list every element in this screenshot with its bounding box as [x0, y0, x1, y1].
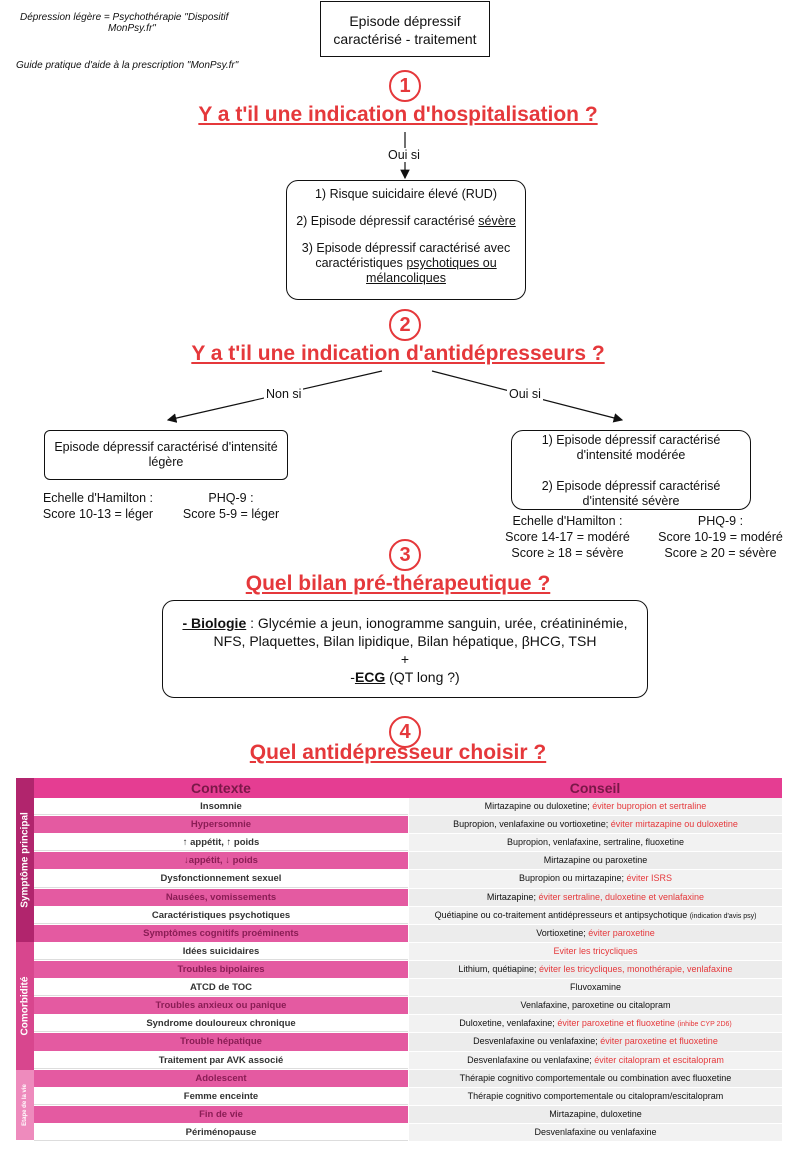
box-line: d'intensité sévère: [582, 494, 680, 508]
moderate-severe-box: [511, 430, 751, 510]
conseil-text: Lithium, quétiapine;: [458, 963, 539, 974]
table-row: [34, 1070, 782, 1088]
biology-text: : Glycémie a jeun, ionogramme sanguin, urée, créatininémie,: [246, 615, 628, 631]
conseil-text: Thérapie cognitivo comportementale ou citalopram/escitalopram: [467, 1090, 724, 1101]
box-line: 2) Episode dépressif caractérisé: [541, 479, 721, 493]
conseil-text: Quétiapine ou co-traitement antidépresseurs et antipsychotique: [434, 909, 690, 920]
conseil-warning: éviter sertraline, duloxetine et venlafaxine: [538, 891, 705, 902]
step-2-question: Y a t'il une indication d'antidépresseurs ?: [191, 342, 605, 365]
score-title: Echelle d'Hamilton :: [42, 491, 154, 505]
biology-line: [163, 614, 647, 632]
score-value: Score 10-13 = léger: [42, 507, 154, 521]
table-row: [34, 943, 782, 961]
score-value: Score ≥ 20 = sévère: [664, 546, 777, 560]
box-line: d'intensité modérée: [576, 448, 686, 462]
conseil-text: Fluvoxamine: [569, 982, 622, 993]
table-row: [34, 997, 782, 1015]
cell-contexte: Troubles bipolaires: [34, 961, 408, 978]
cell-contexte: Trouble hépatique: [34, 1033, 408, 1050]
hamilton-moderate-severe: [495, 513, 640, 561]
non-si-label: Non si: [266, 387, 302, 401]
cell-contexte: ↓appétit, ↓ poids: [34, 852, 408, 869]
score-value: Score 10-19 = modéré: [658, 530, 783, 544]
criterion-1: 1) Risque suicidaire élevé (RUD): [314, 187, 497, 201]
cell-conseil: [408, 852, 782, 869]
conseil-note: (indication d'avis psy): [689, 912, 757, 920]
score-title: PHQ-9 :: [697, 514, 744, 528]
criterion-text: caractéristiques: [315, 256, 407, 270]
oui-si-label: Oui si: [509, 387, 541, 401]
step-3-badge: 3: [389, 539, 421, 571]
cell-conseil: [408, 943, 782, 960]
conseil-warning: Eviter les tricycliques: [553, 945, 638, 956]
conseil-text: Desvenlafaxine ou venlafaxine: [534, 1126, 657, 1137]
conseil-warning: éviter bupropion et sertraline: [592, 801, 707, 811]
conseil-text: Bupropion ou mirtazapine;: [518, 873, 627, 884]
score-value: Score 14-17 = modéré: [505, 530, 630, 544]
score-title: PHQ-9 :: [208, 491, 254, 505]
cell-conseil: [408, 870, 782, 887]
conseil-warning: éviter paroxetine et fluoxetine: [557, 1018, 678, 1029]
criterion-emphasis: mélancoliques: [366, 271, 446, 285]
conseil-warning: éviter les tricycliques, monothérapie, venlafaxine: [538, 963, 733, 974]
cell-contexte: Adolescent: [34, 1070, 408, 1087]
cell-conseil: [408, 997, 782, 1014]
criterion-2: [287, 214, 525, 229]
conseil-text: Duloxetine, venlafaxine;: [459, 1018, 558, 1029]
criterion-3-end: [287, 271, 525, 286]
cell-contexte: Syndrome douloureux chronique: [34, 1015, 408, 1032]
cell-conseil: [408, 816, 782, 833]
cell-contexte: Fin de vie: [34, 1106, 408, 1123]
criterion-emphasis: psychotiques ou: [406, 256, 497, 270]
mild-episode-box: [44, 430, 288, 480]
cell-contexte: Femme enceinte: [34, 1088, 408, 1105]
cell-conseil: [408, 1088, 782, 1105]
group-symptome-principal: [16, 778, 34, 942]
ecg-text: (QT long ?): [385, 669, 460, 685]
hamilton-mild: [28, 490, 168, 522]
table-row: [34, 1106, 782, 1124]
group-label: Etape de la vie: [22, 1084, 28, 1126]
table-row: [34, 1052, 782, 1070]
criterion-emphasis: sévère: [478, 214, 516, 228]
group-label: Comorbidité: [19, 976, 31, 1036]
criterion-text: 2) Episode dépressif caractérisé: [296, 214, 479, 228]
cell-contexte: Traitement par AVK associé: [34, 1052, 408, 1069]
score-title: Echelle d'Hamilton :: [512, 514, 623, 528]
table-row: [34, 870, 782, 888]
cell-conseil: [408, 1052, 782, 1069]
cell-conseil: [408, 1106, 782, 1123]
cell-conseil: [408, 1070, 782, 1087]
phq9-moderate-severe: [648, 513, 793, 561]
table-row: [34, 889, 782, 907]
step-1-badge: 1: [389, 70, 421, 102]
pretherapeutic-workup-box: [162, 600, 648, 698]
cell-contexte: ↑ appétit, ↑ poids: [34, 834, 408, 851]
conseil-text: Desvenlafaxine ou venlafaxine;: [473, 1036, 601, 1047]
step-4-question: Quel antidépresseur choisir ?: [249, 741, 547, 764]
conseil-note: (inhibe CYP 2D6): [677, 1021, 732, 1029]
step-2-badge: 2: [389, 309, 421, 341]
group-comorbidite: [16, 942, 34, 1070]
note-guide: Guide pratique d'aide à la prescription "MonPsy.fr": [16, 60, 239, 71]
table-row: [34, 979, 782, 997]
cell-contexte: Insomnie: [34, 798, 408, 815]
conseil-text: Thérapie cognitivo comportementale ou combination avec fluoxetine: [459, 1072, 732, 1083]
table-body: [34, 798, 782, 1142]
col-contexte: Contexte: [34, 778, 408, 798]
note-line: Dépression légère = Psychothérapie "Dispositif: [20, 12, 229, 23]
criterion-3-cont: [287, 256, 525, 271]
title-line: Episode dépressif: [349, 13, 461, 29]
conseil-text: Desvenlafaxine ou venlafaxine;: [467, 1054, 595, 1065]
conseil-text: Vortioxetine;: [536, 927, 589, 938]
conseil-text: Venlafaxine, paroxetine ou citalopram: [520, 1000, 671, 1011]
cell-conseil: [408, 1015, 782, 1032]
phq9-mild: [170, 490, 292, 522]
hospitalisation-criteria-box: [286, 180, 526, 300]
conseil-warning: éviter ISRS: [626, 873, 673, 884]
box-line: légère: [148, 455, 184, 469]
cell-contexte: Nausées, vomissements: [34, 889, 408, 906]
conseil-text: Mirtazapine ou paroxetine: [543, 855, 648, 866]
cell-contexte: Hypersomnie: [34, 816, 408, 833]
antidepressant-table: [16, 778, 782, 1140]
conseil-text: Bupropion, venlafaxine, sertraline, fluoxetine: [506, 837, 685, 848]
box-line: Episode dépressif caractérisé d'intensité: [54, 440, 278, 454]
cell-conseil: [408, 1124, 782, 1141]
biology-text: NFS, Plaquettes, Bilan lipidique, Bilan hépatique, βHCG, TSH: [213, 633, 597, 649]
table-row: [34, 834, 782, 852]
conseil-warning: éviter paroxetine et fluoxetine: [600, 1036, 718, 1047]
score-value: Score ≥ 18 = sévère: [511, 546, 624, 560]
conseil-text: Mirtazapine, duloxetine: [549, 1108, 642, 1119]
cell-conseil: [408, 979, 782, 996]
table-row: [34, 1015, 782, 1033]
score-value: Score 5-9 = léger: [182, 507, 280, 521]
box-line: 1) Episode dépressif caractérisé: [541, 433, 721, 447]
cell-contexte: Troubles anxieux ou panique: [34, 997, 408, 1014]
table-row: [34, 1088, 782, 1106]
oui-si-label: Oui si: [388, 148, 420, 162]
cell-conseil: [408, 961, 782, 978]
cell-contexte: Dysfonctionnement sexuel: [34, 870, 408, 887]
table-row: [34, 961, 782, 979]
conseil-warning: éviter paroxetine: [588, 927, 655, 938]
group-label: Symptôme principal: [19, 812, 31, 908]
group-etape-vie: [16, 1070, 34, 1140]
table-row: [34, 798, 782, 816]
table-row: [34, 852, 782, 870]
step-1-question: Y a t'il une indication d'hospitalisation ?: [198, 103, 598, 126]
cell-contexte: Caractéristiques psychotiques: [34, 907, 408, 924]
cell-conseil: [408, 834, 782, 851]
col-conseil: Conseil: [408, 778, 782, 798]
cell-contexte: ATCD de TOC: [34, 979, 408, 996]
table-row: [34, 816, 782, 834]
cell-contexte: Symptômes cognitifs proéminents: [34, 925, 408, 942]
cell-contexte: Idées suicidaires: [34, 943, 408, 960]
cell-conseil: [408, 889, 782, 906]
conseil-text: Mirtazapine;: [486, 891, 539, 902]
cell-contexte: Périménopause: [34, 1124, 408, 1141]
table-header: [34, 778, 782, 798]
cell-conseil: [408, 925, 782, 942]
ecg-line: [163, 668, 647, 686]
step-4-badge: 4: [389, 716, 421, 748]
conseil-text: Bupropion, venlafaxine ou vortioxetine;: [453, 819, 611, 830]
conseil-warning: éviter citalopram et escitalopram: [594, 1054, 724, 1065]
conseil-text: Mirtazapine ou duloxetine;: [484, 801, 593, 811]
cell-conseil: [408, 907, 782, 924]
cell-conseil: [408, 798, 782, 815]
table-row: [34, 1033, 782, 1051]
note-line: MonPsy.fr": [108, 23, 156, 34]
ecg-label: ECG: [354, 669, 386, 685]
step-3-question: Quel bilan pré-thérapeutique ?: [245, 572, 551, 595]
conseil-warning: éviter mirtazapine ou duloxetine: [610, 819, 738, 830]
biology-label: - Biologie: [182, 615, 247, 631]
title-line: caractérisé - traitement: [333, 31, 477, 47]
criterion-3: 3) Episode dépressif caractérisé avec: [301, 241, 511, 255]
ecg-prefix: -: [350, 669, 355, 685]
cell-conseil: [408, 1033, 782, 1050]
plus-sign: +: [400, 651, 410, 667]
table-row: [34, 1124, 782, 1142]
table-row: [34, 907, 782, 925]
table-row: [34, 925, 782, 943]
